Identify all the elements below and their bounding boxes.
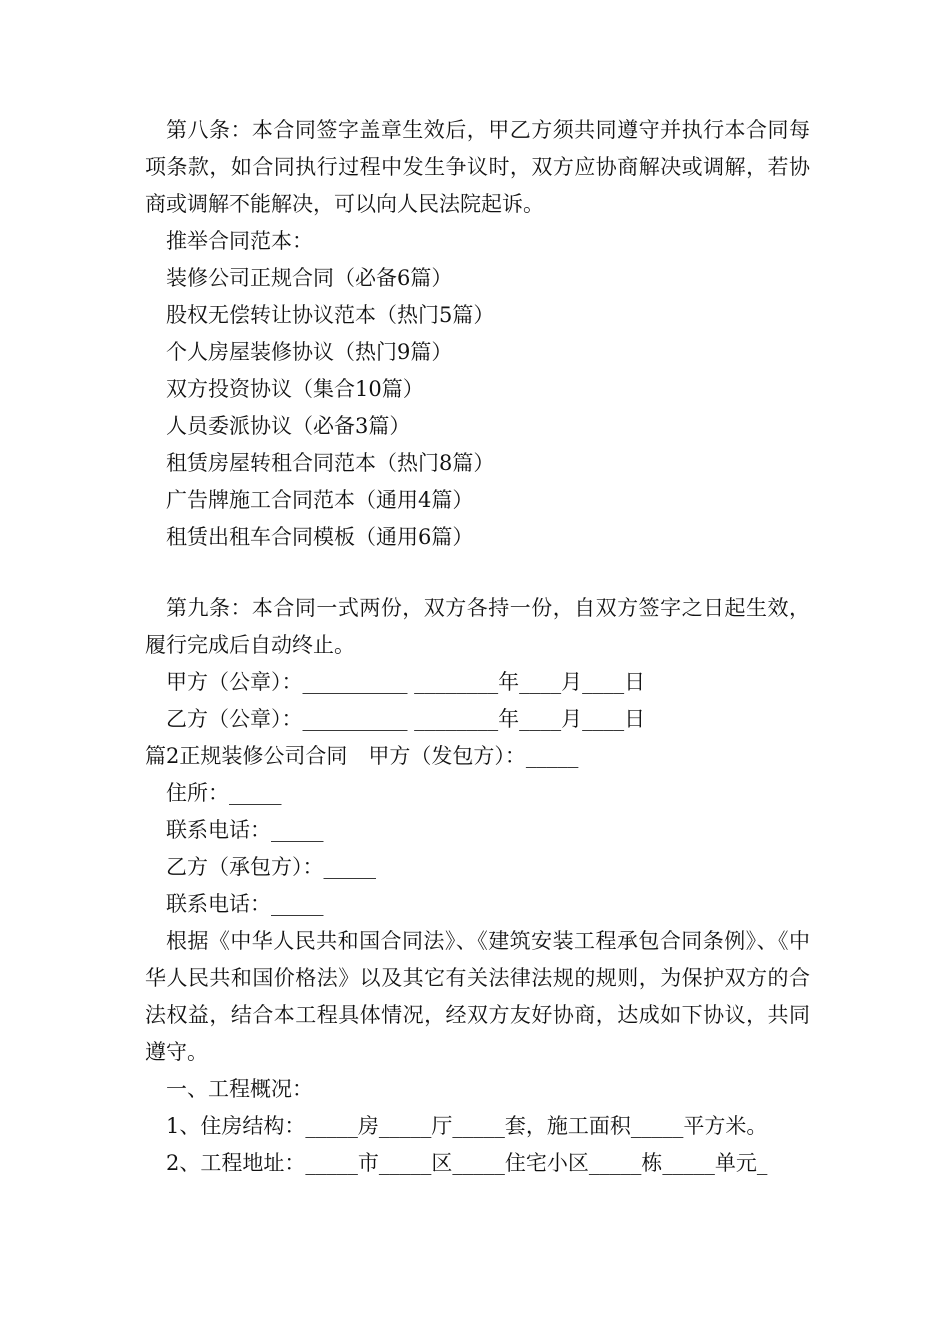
recommend-item: 租赁出租车合同模板（通用6篇） [166,525,474,549]
paragraph-spacer [145,556,810,590]
recommend-item: 广告牌施工合同范本（通用4篇） [166,488,474,512]
party-b-phone-field: 联系电话：_____ [166,892,324,916]
party-a-signature-line: 甲方（公章）：__________ ________年____月____日 [166,670,646,694]
document-page [145,112,810,1182]
overview-item-address: 2、工程地址：_____市_____区_____住宅小区_____栋_____单元_ [166,1151,768,1175]
article-9: 第九条：本合同一式两份，双方各持一份，自双方签字之日起生效，履行完成后自动终止。 [145,596,810,657]
party-a-phone-field: 联系电话：_____ [166,818,324,842]
address-field: 住所：_____ [166,781,282,805]
recommend-item: 双方投资协议（集合10篇） [166,377,424,401]
recommend-item: 人员委派协议（必备3篇） [166,414,411,438]
recommend-item: 租赁房屋转租合同范本（热门8篇） [166,451,495,475]
party-b-field: 乙方（承包方）：_____ [166,855,376,879]
recommend-item: 个人房屋装修协议（热门9篇） [166,340,453,364]
section-2-heading: 篇2正规装修公司合同 甲方（发包方）：_____ [145,744,579,768]
overview-item-structure: 1、住房结构：_____房_____厅_____套，施工面积_____平方米。 [166,1114,768,1138]
recommend-item: 股权无偿转让协议范本（热门5篇） [166,303,495,327]
recommend-title: 推举合同范本： [166,229,313,253]
article-8: 第八条：本合同签字盖章生效后，甲乙方须共同遵守并执行本合同每项条款，如合同执行过程中发生争议时，双方应协商解决或调解，若协商或调解不能解决，可以向人民法院起诉。 [145,118,810,216]
overview-title: 一、工程概况： [166,1077,313,1101]
legal-basis-paragraph: 根据《中华人民共和国合同法》、《建筑安装工程承包合同条例》、《中华人民共和国价格法》以及其它有关法律法规的规则，为保护双方的合法权益，结合本工程具体情况，经双方友好协商，达成如下协议，共同遵守。 [145,929,810,1064]
party-b-signature-line: 乙方（公章）：__________ ________年____月____日 [166,707,646,731]
recommend-item: 装修公司正规合同（必备6篇） [166,266,453,290]
